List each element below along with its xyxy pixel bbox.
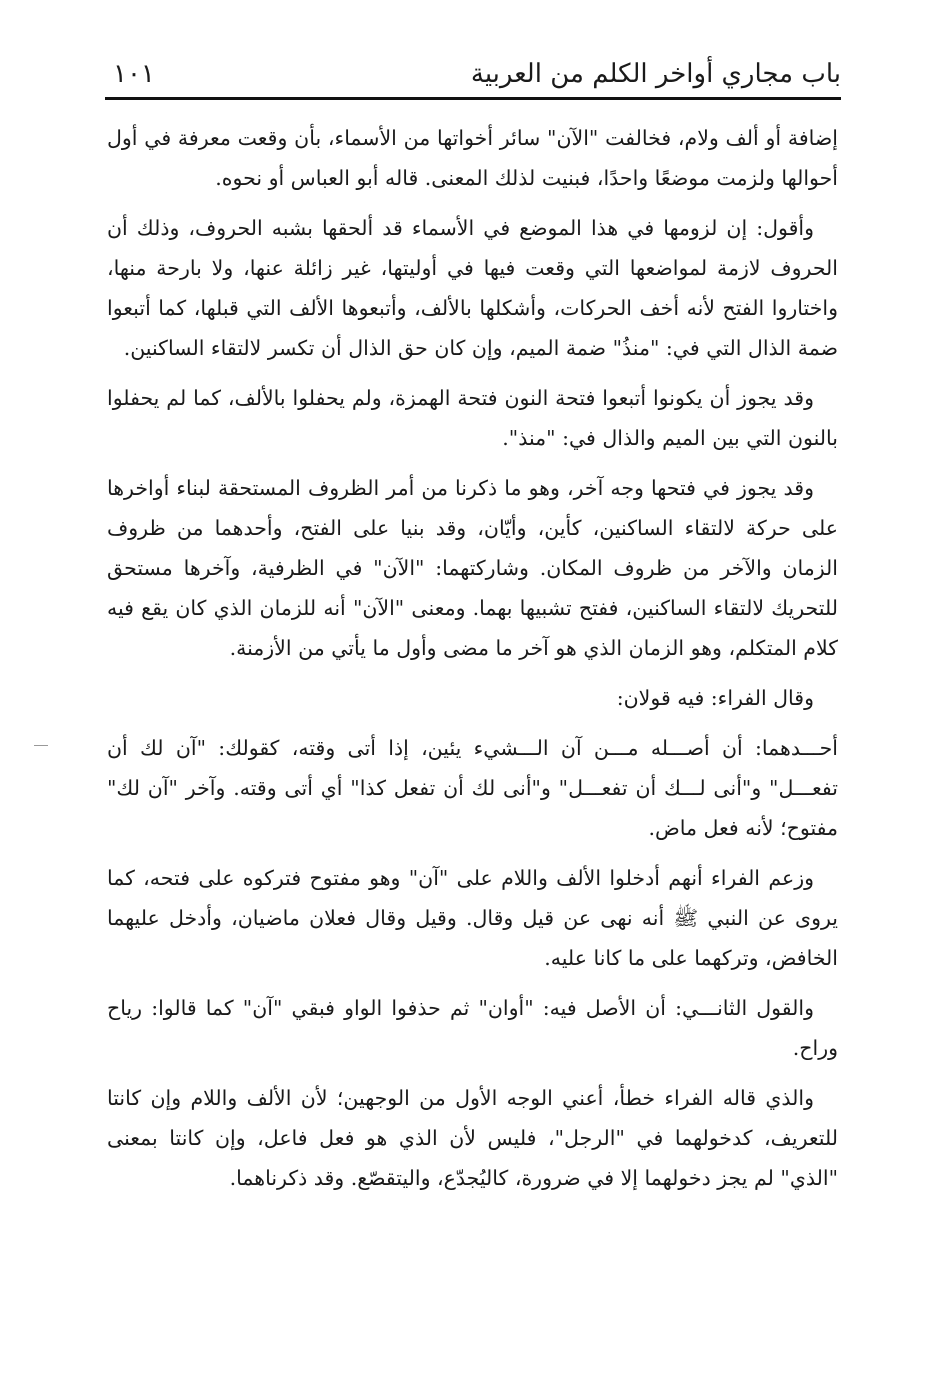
paragraph-1: إضافة أو ألف ولام، فخالفت "الآن" سائر أخواتها من الأسماء، بأن وقعت معرفة في أول أحوالها ولزمت موضعًا واحدًا، فبنيت لذلك المعنى. قاله أبو العباس أو نحوه.: [107, 126, 838, 190]
paragraph-4: وقد يجوز في فتحها وجه آخر، وهو ما ذكرنا من أمر الظروف المستحقة لبناء أواخرها على حركة لالتقاء الساكنين، كأين، وأيّان، وقد بنيا على الفتح، وأحدهما من ظروف الزمان والآخر من ظروف المكان. وشاركتهما: "الآن" في الظرفية، وآخرها مستحق للتحريك لالتقاء الساكنين، ففتح تشبيها بهما. ومعنى "الآن" أنه للزمان الذي كان يقع فيه كلام المتكلم، وهو الزمان الذي هو آخر ما مضى وأول ما يأتي من الأزمنة.: [107, 476, 838, 660]
running-header: [105, 52, 841, 96]
body-text: [107, 118, 838, 1208]
header-rule: [105, 97, 841, 100]
paragraph-6: أحـــدهما: أن أصـــله مـــن آن الـــشيء يئين، إذا أتى وقته، كقولك: "آن لك أن تفعـــل" و"أنى لـــك أن تفعـــل" و"أنى لك أن تفعل كذا" أي أتى وقته. وآخر "آن لك" مفتوح؛ لأنه فعل ماض.: [107, 736, 838, 840]
paragraph-2: وأقول: إن لزومها في هذا الموضع في الأسماء قد ألحقها بشبه الحروف، وذلك أن الحروف لازمة لمواضعها التي وقعت فيها في أوليتها، غير زائلة عنها، ولا بارحة منها، واختاروا الفتح لأنه أخف الحركات، وأشكلها بالألف، وأتبعوها الألف التي قبلها، كما أتبعوا ضمة الذال التي في: "منذُ" ضمة الميم، وإن كان حق الذال أن تكسر لالتقاء الساكنين.: [107, 216, 838, 360]
paragraph-9: والذي قاله الفراء خطأ، أعني الوجه الأول من الوجهين؛ لأن الألف واللام وإن كانتا للتعريف، كدخولهما في "الرجل"، فليس لأن الذي هو فعل فاعل، وإن كانتا بمعنى "الذي" لم يجز دخولهما إلا في ضرورة، كاليُجدّع، واليتقصّع. وقد ذكرناهما.: [107, 1086, 838, 1190]
page-number: ١٠١: [113, 59, 155, 89]
margin-mark: [34, 745, 48, 746]
paragraph-3: وقد يجوز أن يكونوا أتبعوا فتحة النون فتحة الهمزة، ولم يحفلوا بالألف، كما لم يحفلوا بالنون التي بين الميم والذال في: "منذ".: [107, 386, 838, 450]
paragraph-7: وزعم الفراء أنهم أدخلوا الألف واللام على "آن" وهو مفتوح فتركوه على فتحه، كما يروى عن النبي ﷺ أنه نهى عن قيل وقال. وقيل وقال فعلان ماضيان، وأدخل عليهما الخافض، وتركهما على ما كانا عليه.: [107, 866, 838, 970]
chapter-title: باب مجاري أواخر الكلم من العربية: [470, 59, 841, 89]
paragraph-5: وقال الفراء: فيه قولان:: [616, 686, 814, 710]
paragraph-8: والقول الثانـــي: أن الأصل فيه: "أوان" ثم حذفوا الواو فبقي "آن" كما قالوا: رياح وراح.: [107, 996, 838, 1060]
